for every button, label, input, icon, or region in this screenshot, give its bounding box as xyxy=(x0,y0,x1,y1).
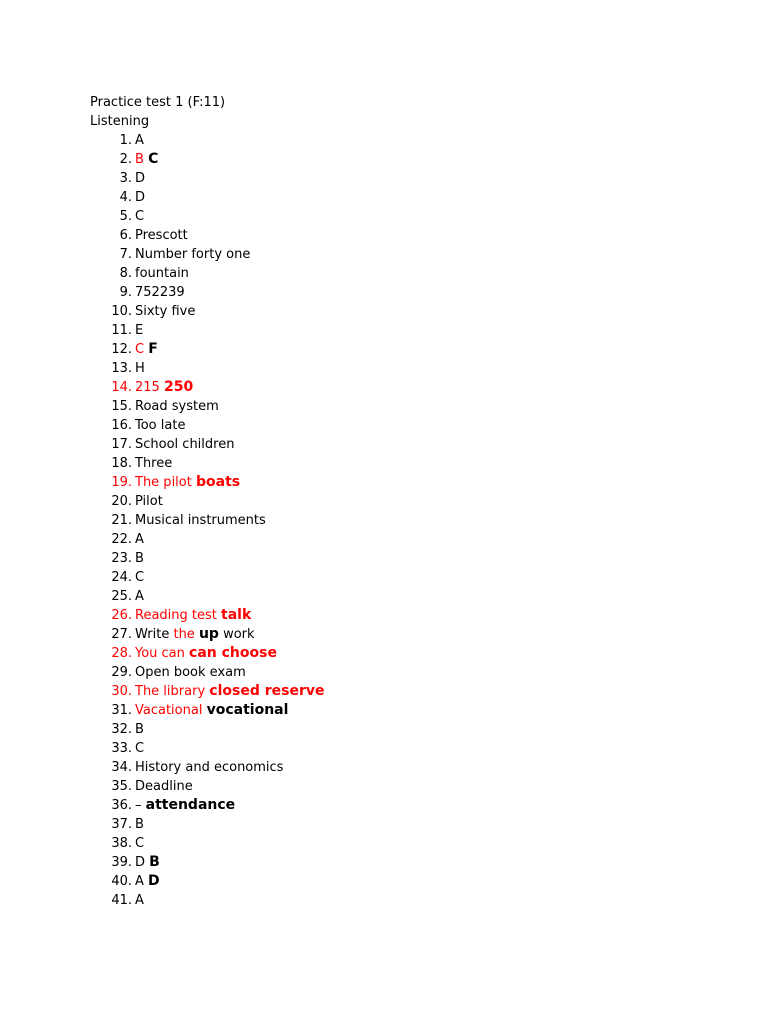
answer-text xyxy=(135,815,144,834)
answer-text xyxy=(135,644,277,663)
answer-number: 2. xyxy=(119,152,132,167)
answer-number: 6. xyxy=(119,228,132,243)
answer-part: Pilot xyxy=(135,494,163,509)
answer-part: – xyxy=(135,798,142,813)
answer-part: H xyxy=(135,361,145,376)
answer-text xyxy=(135,606,251,625)
answer-text xyxy=(135,796,235,815)
answer-part: E xyxy=(135,323,144,338)
answer-text xyxy=(135,568,144,587)
answer-number: 39. xyxy=(111,855,132,870)
answer-part: A xyxy=(135,133,144,148)
answer-part: Deadline xyxy=(135,779,193,794)
answer-part: Musical instruments xyxy=(135,513,266,528)
answer-number: 23. xyxy=(111,551,132,566)
answer-text xyxy=(135,853,160,872)
answer-number: 13. xyxy=(111,361,132,376)
answer-part: The library xyxy=(135,684,206,699)
answer-number: 18. xyxy=(111,456,132,471)
answer-number: 34. xyxy=(111,760,132,775)
answer-part: B xyxy=(135,722,144,737)
answer-number: 37. xyxy=(111,817,132,832)
answer-text xyxy=(135,359,145,378)
answer-part: Sixty five xyxy=(135,304,196,319)
answer-part: B xyxy=(135,152,144,167)
correction-text: C xyxy=(148,151,159,167)
answer-part: C xyxy=(135,836,145,851)
answer-part: A xyxy=(135,532,144,547)
answer-text xyxy=(135,264,189,283)
answer-number: 8. xyxy=(119,266,132,281)
answer-text xyxy=(135,150,158,169)
answer-number: 26. xyxy=(111,608,132,623)
answer-part: C xyxy=(135,741,145,756)
answer-number: 32. xyxy=(111,722,132,737)
correction-text: boats xyxy=(195,474,241,490)
answer-text xyxy=(135,416,185,435)
answer-number: 7. xyxy=(119,247,132,262)
correction-text: vocational xyxy=(206,702,289,718)
correction-text: F xyxy=(148,341,158,357)
answer-part: A xyxy=(135,874,144,889)
answer-text xyxy=(135,587,144,606)
answer-text xyxy=(135,872,160,891)
answer-part: D xyxy=(135,171,146,186)
answer-text xyxy=(135,720,144,739)
answer-part: The pilot xyxy=(135,475,192,490)
answer-text xyxy=(135,834,144,853)
correction-text: attendance xyxy=(145,797,236,813)
answer-number: 22. xyxy=(111,532,132,547)
answer-text xyxy=(135,397,219,416)
answer-text xyxy=(135,321,143,340)
answer-part: D xyxy=(135,190,146,205)
answer-number: 35. xyxy=(111,779,132,794)
answer-part: fountain xyxy=(135,266,189,281)
answer-number: 16. xyxy=(111,418,132,433)
answer-number: 11. xyxy=(111,323,132,338)
answer-number: 10. xyxy=(111,304,132,319)
answer-number: 21. xyxy=(111,513,132,528)
answer-text xyxy=(135,511,266,530)
section-heading: Listening xyxy=(90,114,150,129)
answer-text xyxy=(135,758,283,777)
answer-text xyxy=(135,701,288,720)
answer-text xyxy=(135,492,163,511)
correction-text: can choose xyxy=(189,645,277,661)
correction-text: B xyxy=(149,854,160,870)
answer-text xyxy=(135,207,144,226)
answer-text xyxy=(135,283,185,302)
answer-part: School children xyxy=(135,437,235,452)
correction-text: talk xyxy=(221,607,252,623)
answer-number: 31. xyxy=(111,703,132,718)
answer-number: 20. xyxy=(111,494,132,509)
answer-part: Vacational xyxy=(135,703,203,718)
correction-text: closed reserve xyxy=(209,683,325,699)
answer-number: 5. xyxy=(119,209,132,224)
answer-text xyxy=(135,302,195,321)
answer-part: C xyxy=(135,209,145,224)
answer-number: 15. xyxy=(111,399,132,414)
correction-text: up xyxy=(198,626,219,642)
answer-part: Too late xyxy=(135,418,186,433)
answer-text xyxy=(135,663,246,682)
answer-number: 40. xyxy=(111,874,132,889)
answer-number: 14. xyxy=(111,380,132,395)
answer-text xyxy=(135,454,172,473)
answer-number: 19. xyxy=(111,475,132,490)
answer-part: You can xyxy=(135,646,185,661)
answer-text xyxy=(135,530,144,549)
answer-text xyxy=(135,245,250,264)
answer-text xyxy=(135,169,145,188)
answer-number: 25. xyxy=(111,589,132,604)
answer-part: B xyxy=(135,817,144,832)
correction-text: D xyxy=(148,873,160,889)
answer-text xyxy=(135,891,144,910)
answer-part: work xyxy=(223,627,255,642)
answer-number: 29. xyxy=(111,665,132,680)
answer-text xyxy=(135,226,188,245)
correction-text: 250 xyxy=(163,379,194,395)
answer-text xyxy=(135,473,240,492)
answer-number: 38. xyxy=(111,836,132,851)
answer-number: 3. xyxy=(119,171,132,186)
answer-text xyxy=(135,625,255,644)
answer-text xyxy=(135,549,144,568)
answer-text xyxy=(135,188,145,207)
answer-number: 28. xyxy=(111,646,132,661)
answer-part: D xyxy=(135,855,146,870)
answer-part: C xyxy=(135,570,145,585)
answer-number: 4. xyxy=(119,190,132,205)
answer-number: 12. xyxy=(111,342,132,357)
answer-number: 36. xyxy=(111,798,132,813)
answer-text xyxy=(135,340,158,359)
answer-number: 24. xyxy=(111,570,132,585)
answer-number: 17. xyxy=(111,437,132,452)
answer-text xyxy=(135,739,144,758)
answer-number: 41. xyxy=(111,893,132,908)
answer-part: Reading test xyxy=(135,608,217,623)
answer-number: 9. xyxy=(119,285,132,300)
answer-number: 33. xyxy=(111,741,132,756)
answer-part: B xyxy=(135,551,144,566)
answer-text xyxy=(135,435,234,454)
document-title: Practice test 1 (F:11) xyxy=(90,95,226,110)
answer-text xyxy=(135,777,193,796)
answer-number: 30. xyxy=(111,684,132,699)
answer-part: A xyxy=(135,589,144,604)
answer-part: Open book exam xyxy=(135,665,246,680)
answer-part: Three xyxy=(135,456,173,471)
answer-text xyxy=(135,682,324,701)
answer-number: 1. xyxy=(119,133,132,148)
answer-part: the xyxy=(173,627,195,642)
answer-part: Number forty one xyxy=(135,247,251,262)
answer-part: 752239 xyxy=(135,285,185,300)
answer-part: A xyxy=(135,893,144,908)
answer-part: 215 xyxy=(135,380,160,395)
answer-part: Road system xyxy=(135,399,219,414)
answer-text xyxy=(135,131,144,150)
answer-part: Prescott xyxy=(135,228,188,243)
answer-text xyxy=(135,378,193,397)
answer-number: 27. xyxy=(111,627,132,642)
answer-part: Write xyxy=(135,627,170,642)
answer-part: History and economics xyxy=(135,760,284,775)
answer-part: C xyxy=(135,342,145,357)
